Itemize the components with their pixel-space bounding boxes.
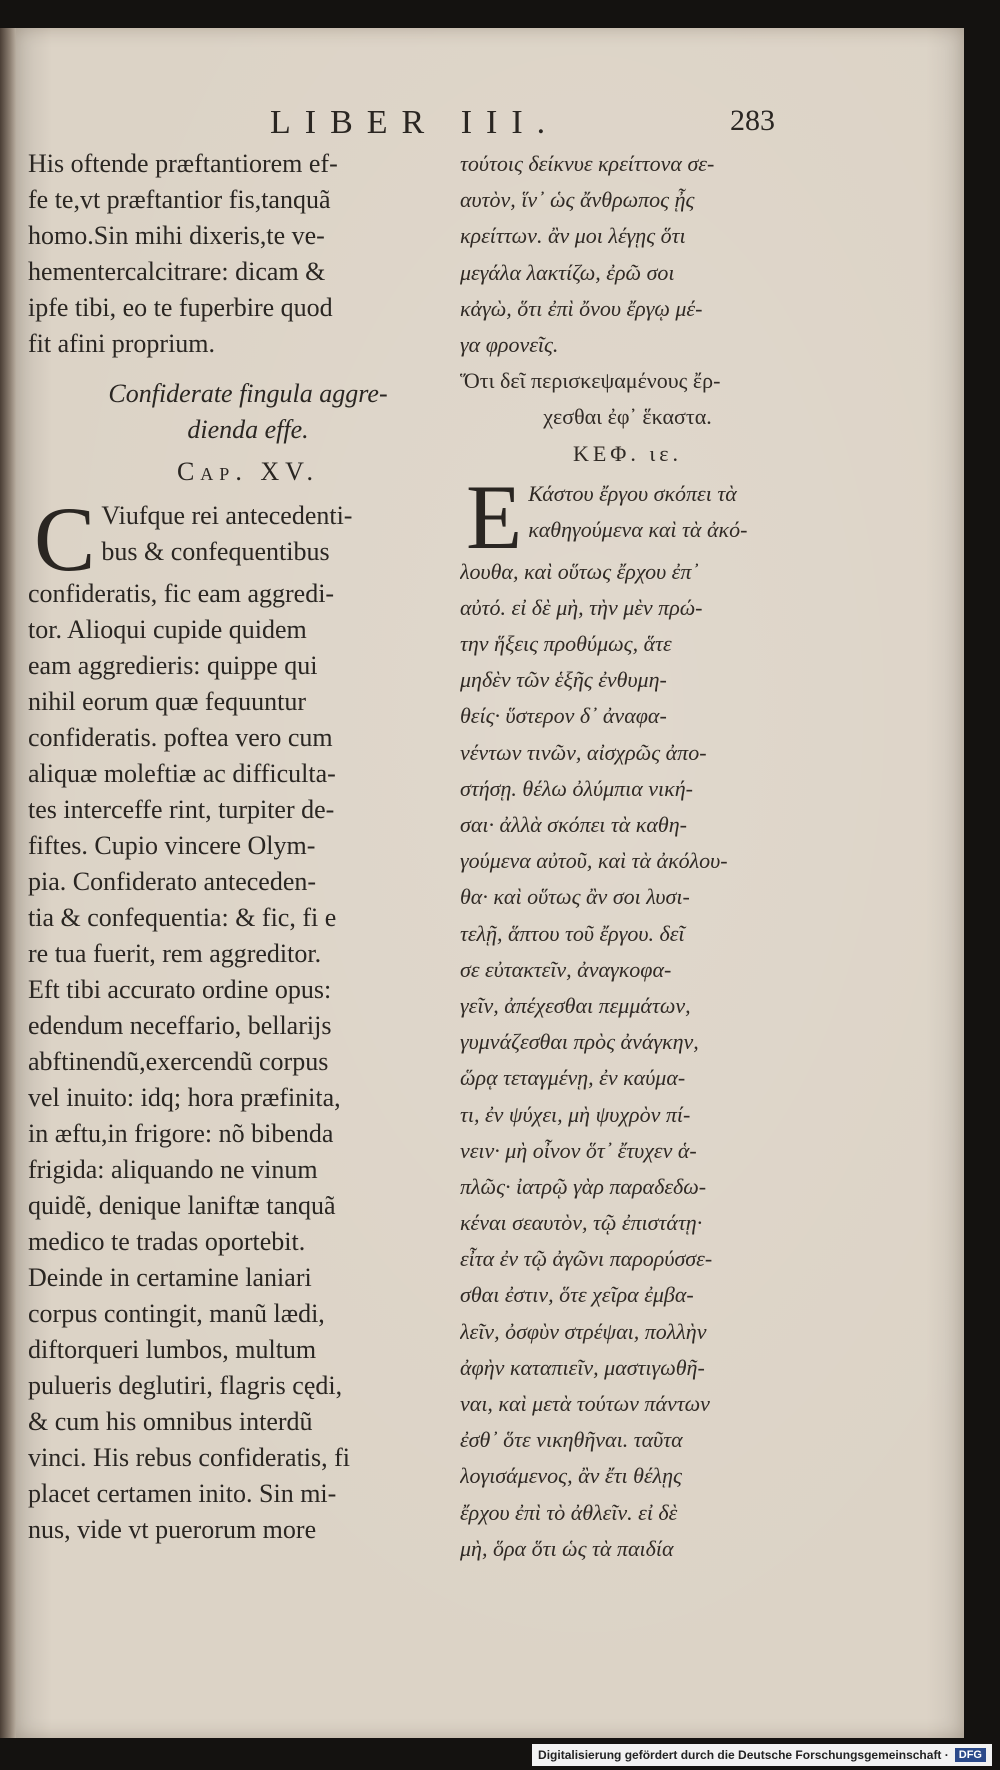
text-line: ἔρχου ἐπὶ τὸ ἀθλεῖν. εἰ δὲ (460, 1499, 678, 1525)
drop-cap: C (34, 488, 96, 590)
text-line: homo.Sin mihi dixeris,te ve- (28, 221, 325, 250)
text-line: aliquæ moleftiæ ac difficulta- (28, 759, 336, 788)
text-line: νέντων τινῶν, αἰσχρῶς ἀπο- (460, 739, 707, 765)
running-title: LIBER III. (270, 104, 560, 141)
latin-section-title (28, 376, 468, 448)
text-line: ipfe tibi, eo te fuperbire quod (28, 293, 333, 322)
section-title-line: Confiderate fingula aggre- (108, 379, 388, 408)
text-line: Viufque rei antecedenti- (101, 501, 353, 530)
section-title-line: dienda effe. (187, 415, 309, 444)
greek-chapter-heading: ΚΕΦ. ιε. (572, 440, 683, 466)
text-line: placet certamen inito. Sin mi- (28, 1479, 337, 1508)
text-line: tes interceffe rint, turpiter de- (28, 795, 335, 824)
credit-text: Digitalisierung gefördert durch die Deutsche Forschungsgemeinschaft · (538, 1748, 949, 1762)
text-line: σε εὐτακτεῖν, ἀναγκοφα- (460, 956, 672, 982)
book-spine (0, 28, 16, 1738)
text-line: fit afini proprium. (28, 329, 216, 358)
text-line: nihil eorum quæ fequuntur (28, 687, 307, 716)
greek-column (460, 146, 795, 1567)
text-line: αὐτό. εἰ δὲ μὴ, τὴν μὲν πρώ- (460, 594, 703, 620)
text-line: fiftes. Cupio vincere Olym- (28, 831, 316, 860)
latin-intro (28, 146, 468, 362)
text-line: λουθα, καὶ οὕτως ἔρχου ἐπ᾽ (460, 558, 699, 584)
text-line: εἶτα ἐν τῷ ἀγῶνι παρορύσσε- (460, 1246, 713, 1272)
text-line: edendum neceffario, bellarijs (28, 1011, 332, 1040)
page-header (270, 104, 790, 144)
text-line: μὴ, ὅρα ὅτι ὡς τὰ παιδία (460, 1535, 674, 1561)
text-line: vinci. His rebus confideratis, fi (28, 1443, 351, 1472)
greek-intro (460, 146, 795, 363)
text-line: μηδὲν τῶν ἑξῆς ἐνθυμη- (460, 667, 667, 693)
text-line: κἀγὼ, ὅτι ἐπὶ ὄνου ἔργῳ μέ- (460, 295, 703, 321)
text-line: καθηγούμενα καὶ τὰ ἀκό- (528, 516, 748, 542)
text-line: τι, ἐν ψύχει, μὴ ψυχρὸν πί- (460, 1101, 691, 1127)
text-line: αυτὸν, ἵν᾽ ὡς ἄνθρωπος ᾖς (460, 187, 695, 213)
text-line: ἀφὴν καταπιεῖν, μαστιγωθῆ- (460, 1354, 705, 1380)
text-line: λεῖν, ὀσφὺν στρέψαι, πολλὴν (460, 1318, 707, 1344)
section-title-line: Ὅτι δεῖ περισκεψαμένους ἔρ- (460, 368, 721, 394)
latin-paragraph (28, 488, 468, 1548)
text-line: κρείττων. ἂν μοι λέγῃς ὅτι (460, 223, 686, 249)
text-line: & cum his omnibus interdũ (28, 1407, 313, 1436)
text-line: ὥρᾳ τεταγμένῃ, ἐν καύμα- (460, 1065, 686, 1091)
text-line: confideratis. poftea vero cum (28, 723, 333, 752)
text-line: His oftende præftantiorem ef- (28, 149, 338, 178)
text-line: πλῶς· ἰατρῷ γὰρ παραδεδω- (460, 1173, 707, 1199)
text-line: bus & confequentibus (101, 537, 330, 566)
text-line: ναι, καὶ μετὰ τούτων πάντων (460, 1391, 710, 1416)
text-line: pulueris deglutiri, flagris cędi, (28, 1371, 343, 1400)
drop-cap: Ε (466, 465, 523, 568)
text-line: την ἥξεις προθύμως, ἅτε (460, 631, 672, 657)
text-line: abftinendũ,exercendũ corpus (28, 1047, 329, 1076)
text-line: σθαι ἐστιν, ὅτε χεῖρα ἐμβα- (460, 1282, 694, 1308)
latin-chapter-heading: Cap. XV. (176, 457, 320, 486)
text-line: Κάστου ἔργου σκόπει τὰ (528, 480, 737, 506)
text-line: θείς· ὕστερον δ᾽ ἀναφα- (460, 703, 667, 729)
text-line: γούμενα αὐτοῦ, καὶ τὰ ἀκόλου- (460, 848, 728, 874)
text-line: tor. Alioqui cupide quidem (28, 615, 307, 644)
text-line: θα· καὶ οὕτως ἂν σοι λυσι- (460, 884, 690, 910)
text-line: νειν· μὴ οἶνον ὅτ᾽ ἔτυχεν ἁ- (460, 1137, 697, 1163)
section-title-line: χεσθαι ἐφ᾽ ἕκαστα. (543, 404, 712, 430)
text-line: hementercalcitrare: dicam & (28, 257, 326, 286)
text-line: corpus contingit, manũ lædi, (28, 1299, 325, 1328)
text-line: tia & confequentia: & fic, fi e (28, 903, 337, 932)
dfg-logo: DFG (955, 1748, 986, 1762)
text-line: γυμνάζεσθαι πρὸς ἀνάγκην, (460, 1029, 699, 1055)
greek-section-title (460, 363, 795, 435)
text-line: ἐσθ᾽ ὅτε νικηθῆναι. ταῦτα (460, 1427, 683, 1453)
latin-column (28, 146, 468, 1548)
text-line: eam aggredieris: quippe qui (28, 651, 318, 680)
text-line: diftorqueri lumbos, multum (28, 1335, 317, 1364)
greek-paragraph (460, 465, 795, 1567)
text-line: Eft tibi accurato ordine opus: (28, 975, 332, 1004)
text-line: nus, vide vt puerorum more (28, 1515, 317, 1544)
text-line: in æftu,in frigore: nõ bibenda (28, 1119, 334, 1148)
text-line: τούτοις δείκνυε κρείττονα σε- (460, 151, 715, 176)
text-line: σαι· ἀλλὰ σκόπει τὰ καθη- (460, 812, 687, 837)
text-line: Deinde in certamine laniari (28, 1263, 312, 1292)
text-line: τελῇ, ἅπτου τοῦ ἔργου. δεῖ (460, 920, 685, 946)
text-line: στήσῃ. θέλω ὀλύμπια νική- (460, 775, 693, 801)
text-line: quidẽ, denique laniftæ tanquã (28, 1191, 336, 1220)
text-line: λογισάμενος, ἂν ἔτι θέλῃς (460, 1463, 682, 1489)
text-line: vel inuito: idq; hora præfinita, (28, 1083, 341, 1112)
text-line: confideratis, fic eam aggredi- (28, 579, 335, 608)
text-line: γα φρονεῖς. (460, 331, 559, 357)
text-line: pia. Confiderato anteceden- (28, 867, 317, 896)
digitization-credit (532, 1744, 992, 1766)
text-line: γεῖν, ἀπέχεσθαι πεμμάτων, (460, 992, 691, 1018)
text-line: medico te tradas oportebit. (28, 1227, 306, 1256)
text-line: fe te,vt præftantior fis,tanquã (28, 185, 331, 214)
page-number: 283 (730, 104, 775, 137)
text-line: μεγάλα λακτίζω, ἐρῶ σοι (460, 259, 675, 285)
text-line: frigida: aliquando ne vinum (28, 1155, 318, 1184)
text-line: re tua fuerit, rem aggreditor. (28, 939, 322, 968)
text-line: κέναι σεαυτὸν, τῷ ἐπιστάτῃ· (460, 1210, 703, 1236)
